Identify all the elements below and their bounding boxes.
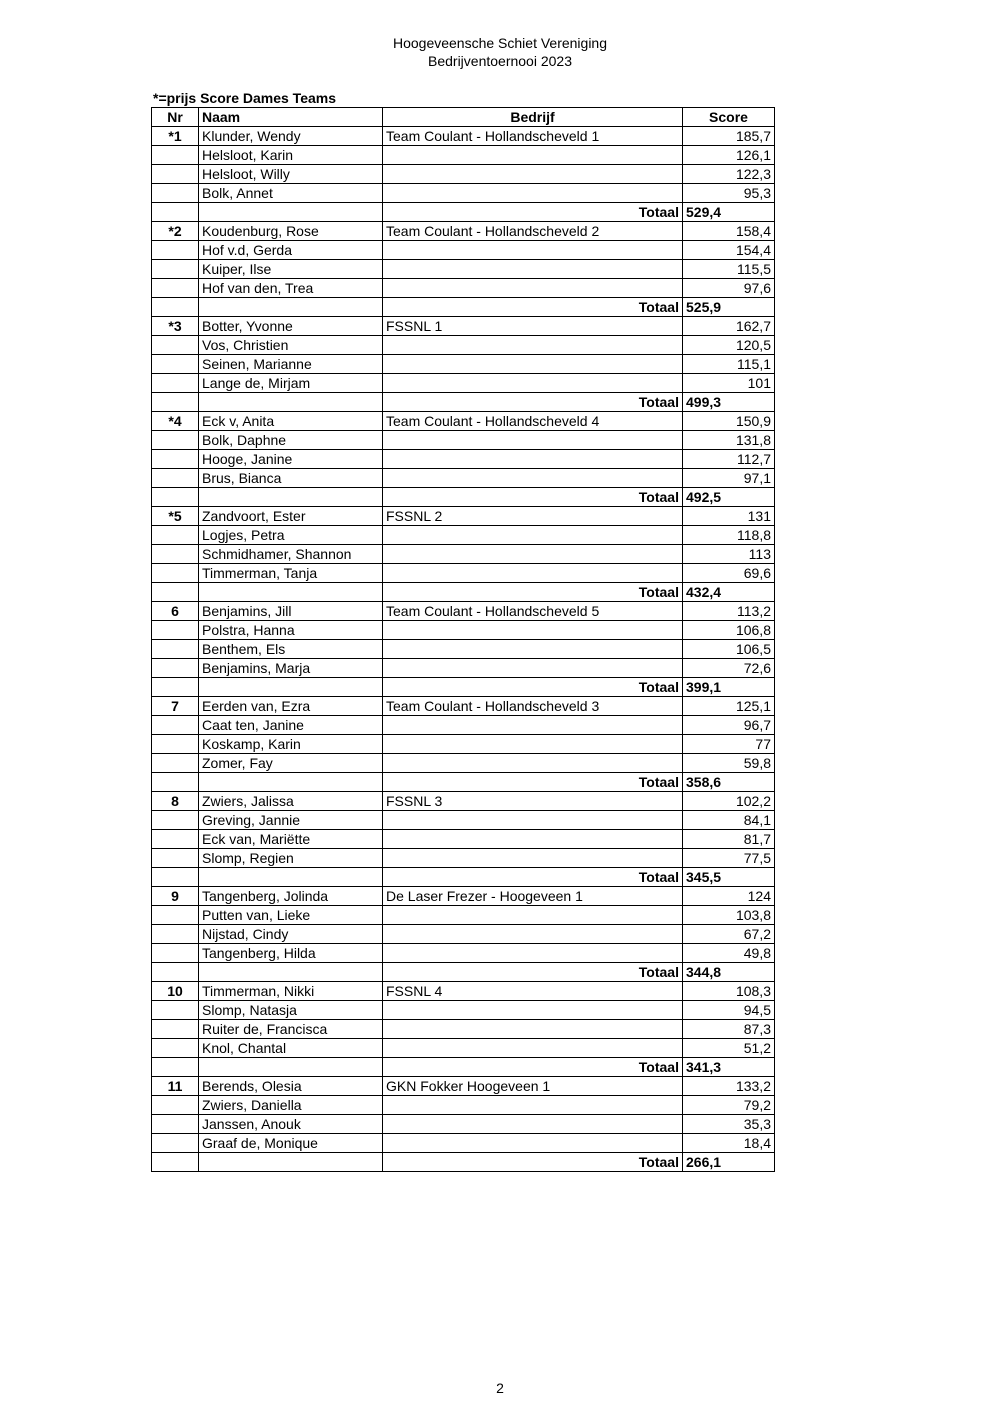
rank-cell	[152, 925, 199, 944]
table-row	[152, 1020, 775, 1039]
member-name-cell: Timmerman, Nikki	[199, 982, 383, 1001]
rank-cell	[152, 1039, 199, 1058]
company-cell	[383, 1115, 683, 1134]
member-name-cell: Benjamins, Jill	[199, 602, 383, 621]
company-cell	[383, 545, 683, 564]
rank-cell	[152, 431, 199, 450]
team-total-row	[152, 868, 775, 887]
team-total-row	[152, 203, 775, 222]
event-title: Bedrijventoernooi 2023	[428, 53, 572, 69]
member-name-cell: Eck van, Mariëtte	[199, 830, 383, 849]
table-row	[152, 754, 775, 773]
member-name-cell	[199, 678, 383, 697]
team-total-cell: 432,4	[683, 583, 775, 602]
rank-cell	[152, 241, 199, 260]
member-name-cell: Greving, Jannie	[199, 811, 383, 830]
rank-cell: *3	[152, 317, 199, 336]
member-score-cell: 81,7	[683, 830, 775, 849]
table-row	[152, 450, 775, 469]
team-total-row	[152, 583, 775, 602]
team-total-cell: 341,3	[683, 1058, 775, 1077]
member-name-cell	[199, 773, 383, 792]
company-cell: Team Coulant - Hollandscheveld 3	[383, 697, 683, 716]
table-row	[152, 659, 775, 678]
rank-cell	[152, 298, 199, 317]
total-label-cell: Totaal	[383, 963, 683, 982]
member-score-cell: 106,8	[683, 621, 775, 640]
rank-cell	[152, 659, 199, 678]
table-row	[152, 1134, 775, 1153]
table-row	[152, 1096, 775, 1115]
company-cell	[383, 241, 683, 260]
total-label-cell: Totaal	[383, 393, 683, 412]
member-score-cell: 150,9	[683, 412, 775, 431]
member-name-cell: Bolk, Annet	[199, 184, 383, 203]
total-label-cell: Totaal	[383, 678, 683, 697]
total-label-cell: Totaal	[383, 1058, 683, 1077]
member-score-cell: 103,8	[683, 906, 775, 925]
total-label-cell: Totaal	[383, 488, 683, 507]
rank-cell	[152, 184, 199, 203]
company-cell	[383, 374, 683, 393]
company-cell	[383, 564, 683, 583]
team-total-row	[152, 773, 775, 792]
table-row	[152, 184, 775, 203]
member-score-cell: 185,7	[683, 127, 775, 146]
rank-cell: 9	[152, 887, 199, 906]
rank-cell	[152, 735, 199, 754]
member-score-cell: 158,4	[683, 222, 775, 241]
rank-cell	[152, 1001, 199, 1020]
member-name-cell: Zomer, Fay	[199, 754, 383, 773]
company-cell	[383, 849, 683, 868]
team-total-row	[152, 1058, 775, 1077]
table-row	[152, 526, 775, 545]
company-cell	[383, 469, 683, 488]
table-row	[152, 564, 775, 583]
company-cell: Team Coulant - Hollandscheveld 1	[383, 127, 683, 146]
rank-cell	[152, 260, 199, 279]
rank-cell: 8	[152, 792, 199, 811]
company-cell: FSSNL 2	[383, 507, 683, 526]
table-row	[152, 507, 775, 526]
team-total-cell: 492,5	[683, 488, 775, 507]
rank-cell	[152, 393, 199, 412]
member-score-cell: 120,5	[683, 336, 775, 355]
member-score-cell: 133,2	[683, 1077, 775, 1096]
rank-cell: *1	[152, 127, 199, 146]
total-label-cell: Totaal	[383, 298, 683, 317]
company-cell	[383, 716, 683, 735]
company-cell	[383, 1020, 683, 1039]
member-name-cell: Seinen, Marianne	[199, 355, 383, 374]
total-label-cell: Totaal	[383, 868, 683, 887]
member-name-cell: Hooge, Janine	[199, 450, 383, 469]
team-total-cell: 399,1	[683, 678, 775, 697]
table-row	[152, 222, 775, 241]
table-row	[152, 1077, 775, 1096]
company-cell: De Laser Frezer - Hoogeveen 1	[383, 887, 683, 906]
rank-cell	[152, 355, 199, 374]
company-cell	[383, 1001, 683, 1020]
document-header	[0, 34, 1000, 70]
rank-cell	[152, 621, 199, 640]
table-row	[152, 545, 775, 564]
member-score-cell: 125,1	[683, 697, 775, 716]
rank-cell	[152, 336, 199, 355]
rank-cell	[152, 526, 199, 545]
company-cell	[383, 146, 683, 165]
member-name-cell: Helsloot, Karin	[199, 146, 383, 165]
team-total-cell: 266,1	[683, 1153, 775, 1172]
rank-cell	[152, 1096, 199, 1115]
total-label-cell: Totaal	[383, 1153, 683, 1172]
member-name-cell	[199, 203, 383, 222]
member-name-cell: Vos, Christien	[199, 336, 383, 355]
page-number: 2	[496, 1380, 504, 1396]
team-total-row	[152, 488, 775, 507]
table-row	[152, 906, 775, 925]
company-cell: GKN Fokker Hoogeveen 1	[383, 1077, 683, 1096]
member-score-cell: 154,4	[683, 241, 775, 260]
team-total-cell: 345,5	[683, 868, 775, 887]
company-cell	[383, 906, 683, 925]
table-row	[152, 982, 775, 1001]
rank-cell: 11	[152, 1077, 199, 1096]
member-score-cell: 94,5	[683, 1001, 775, 1020]
member-score-cell: 122,3	[683, 165, 775, 184]
member-name-cell	[199, 868, 383, 887]
team-total-row	[152, 963, 775, 982]
member-name-cell: Ruiter de, Francisca	[199, 1020, 383, 1039]
rank-cell: 7	[152, 697, 199, 716]
company-cell: Team Coulant - Hollandscheveld 2	[383, 222, 683, 241]
rank-cell	[152, 1020, 199, 1039]
member-name-cell: Slomp, Natasja	[199, 1001, 383, 1020]
member-score-cell: 96,7	[683, 716, 775, 735]
member-name-cell: Graaf de, Monique	[199, 1134, 383, 1153]
company-cell	[383, 944, 683, 963]
company-cell	[383, 754, 683, 773]
table-row	[152, 811, 775, 830]
member-name-cell: Nijstad, Cindy	[199, 925, 383, 944]
team-total-row	[152, 298, 775, 317]
member-name-cell: Klunder, Wendy	[199, 127, 383, 146]
member-name-cell: Polstra, Hanna	[199, 621, 383, 640]
table-row	[152, 792, 775, 811]
table-row	[152, 944, 775, 963]
member-name-cell	[199, 298, 383, 317]
member-score-cell: 97,6	[683, 279, 775, 298]
total-label-cell: Totaal	[383, 203, 683, 222]
member-score-cell: 77,5	[683, 849, 775, 868]
company-cell	[383, 184, 683, 203]
rank-cell: *4	[152, 412, 199, 431]
table-row	[152, 849, 775, 868]
member-name-cell	[199, 583, 383, 602]
table-row	[152, 317, 775, 336]
member-score-cell: 69,6	[683, 564, 775, 583]
rank-cell: 6	[152, 602, 199, 621]
total-label-cell: Totaal	[383, 583, 683, 602]
rank-cell	[152, 963, 199, 982]
company-cell: Team Coulant - Hollandscheveld 5	[383, 602, 683, 621]
table-caption: *=prijs Score Dames Teams	[153, 90, 337, 106]
member-score-cell: 67,2	[683, 925, 775, 944]
column-header-nr: Nr	[152, 108, 199, 127]
member-score-cell: 118,8	[683, 526, 775, 545]
table-row	[152, 241, 775, 260]
column-header-score: Score	[683, 108, 775, 127]
table-row	[152, 602, 775, 621]
member-name-cell: Kuiper, Ilse	[199, 260, 383, 279]
column-header-bedrijf: Bedrijf	[383, 108, 683, 127]
table-row	[152, 1115, 775, 1134]
member-score-cell: 102,2	[683, 792, 775, 811]
company-cell: FSSNL 4	[383, 982, 683, 1001]
rank-cell	[152, 1058, 199, 1077]
table-row	[152, 925, 775, 944]
team-total-row	[152, 393, 775, 412]
rank-cell	[152, 450, 199, 469]
table-row	[152, 1001, 775, 1020]
rank-cell	[152, 906, 199, 925]
member-score-cell: 59,8	[683, 754, 775, 773]
table-row	[152, 621, 775, 640]
company-cell: Team Coulant - Hollandscheveld 4	[383, 412, 683, 431]
company-cell	[383, 640, 683, 659]
member-score-cell: 51,2	[683, 1039, 775, 1058]
member-name-cell: Logjes, Petra	[199, 526, 383, 545]
company-cell	[383, 925, 683, 944]
table-row	[152, 431, 775, 450]
member-score-cell: 72,6	[683, 659, 775, 678]
member-name-cell: Eck v, Anita	[199, 412, 383, 431]
member-name-cell: Eerden van, Ezra	[199, 697, 383, 716]
member-name-cell: Botter, Yvonne	[199, 317, 383, 336]
member-score-cell: 131,8	[683, 431, 775, 450]
company-cell	[383, 450, 683, 469]
member-name-cell: Schmidhamer, Shannon	[199, 545, 383, 564]
member-name-cell	[199, 963, 383, 982]
table-row	[152, 697, 775, 716]
team-total-cell: 344,8	[683, 963, 775, 982]
table-header-row	[152, 108, 775, 127]
table-row	[152, 127, 775, 146]
company-cell	[383, 431, 683, 450]
member-score-cell: 97,1	[683, 469, 775, 488]
member-score-cell: 84,1	[683, 811, 775, 830]
member-score-cell: 113,2	[683, 602, 775, 621]
rank-cell	[152, 545, 199, 564]
company-cell	[383, 1134, 683, 1153]
member-score-cell: 49,8	[683, 944, 775, 963]
team-total-cell: 499,3	[683, 393, 775, 412]
member-score-cell: 115,1	[683, 355, 775, 374]
member-name-cell: Bolk, Daphne	[199, 431, 383, 450]
member-score-cell: 101	[683, 374, 775, 393]
rank-cell	[152, 849, 199, 868]
rank-cell	[152, 640, 199, 659]
table-body	[152, 127, 775, 1172]
member-name-cell	[199, 1058, 383, 1077]
member-name-cell: Timmerman, Tanja	[199, 564, 383, 583]
member-score-cell: 106,5	[683, 640, 775, 659]
rank-cell	[152, 583, 199, 602]
team-scores-table	[151, 107, 775, 1172]
member-score-cell: 115,5	[683, 260, 775, 279]
member-name-cell: Berends, Olesia	[199, 1077, 383, 1096]
member-score-cell: 126,1	[683, 146, 775, 165]
member-score-cell: 95,3	[683, 184, 775, 203]
member-name-cell: Benthem, Els	[199, 640, 383, 659]
member-name-cell: Helsloot, Willy	[199, 165, 383, 184]
table-row	[152, 887, 775, 906]
rank-cell	[152, 374, 199, 393]
table-row	[152, 165, 775, 184]
company-cell	[383, 811, 683, 830]
table-row	[152, 640, 775, 659]
rank-cell	[152, 754, 199, 773]
member-score-cell: 113	[683, 545, 775, 564]
column-header-naam: Naam	[199, 108, 383, 127]
team-total-cell: 358,6	[683, 773, 775, 792]
member-score-cell: 77	[683, 735, 775, 754]
rank-cell	[152, 1115, 199, 1134]
table-row	[152, 716, 775, 735]
organization-name: Hoogeveensche Schiet Vereniging	[392, 35, 608, 51]
table-row	[152, 412, 775, 431]
member-score-cell: 87,3	[683, 1020, 775, 1039]
rank-cell	[152, 716, 199, 735]
member-name-cell: Benjamins, Marja	[199, 659, 383, 678]
member-name-cell: Koudenburg, Rose	[199, 222, 383, 241]
rank-cell	[152, 773, 199, 792]
company-cell	[383, 830, 683, 849]
table-row	[152, 830, 775, 849]
member-name-cell: Brus, Bianca	[199, 469, 383, 488]
table-row	[152, 336, 775, 355]
company-cell	[383, 355, 683, 374]
table-row	[152, 735, 775, 754]
member-score-cell: 162,7	[683, 317, 775, 336]
member-score-cell: 112,7	[683, 450, 775, 469]
total-label-cell: Totaal	[383, 773, 683, 792]
member-name-cell: Tangenberg, Jolinda	[199, 887, 383, 906]
company-cell	[383, 659, 683, 678]
rank-cell	[152, 1153, 199, 1172]
table-row	[152, 279, 775, 298]
rank-cell	[152, 279, 199, 298]
rank-cell	[152, 944, 199, 963]
team-total-row	[152, 1153, 775, 1172]
member-name-cell: Caat ten, Janine	[199, 716, 383, 735]
company-cell: FSSNL 3	[383, 792, 683, 811]
company-cell	[383, 621, 683, 640]
member-name-cell	[199, 393, 383, 412]
company-cell	[383, 526, 683, 545]
rank-cell: *2	[152, 222, 199, 241]
member-name-cell	[199, 488, 383, 507]
member-name-cell: Zwiers, Jalissa	[199, 792, 383, 811]
member-name-cell: Putten van, Lieke	[199, 906, 383, 925]
company-cell	[383, 165, 683, 184]
rank-cell: 10	[152, 982, 199, 1001]
rank-cell	[152, 678, 199, 697]
member-name-cell: Hof v.d, Gerda	[199, 241, 383, 260]
member-name-cell: Knol, Chantal	[199, 1039, 383, 1058]
table-row	[152, 374, 775, 393]
member-name-cell	[199, 1153, 383, 1172]
table-row	[152, 260, 775, 279]
member-name-cell: Koskamp, Karin	[199, 735, 383, 754]
company-cell	[383, 260, 683, 279]
rank-cell	[152, 165, 199, 184]
rank-cell	[152, 203, 199, 222]
rank-cell	[152, 1134, 199, 1153]
rank-cell: *5	[152, 507, 199, 526]
member-name-cell: Tangenberg, Hilda	[199, 944, 383, 963]
member-name-cell: Slomp, Regien	[199, 849, 383, 868]
member-name-cell: Hof van den, Trea	[199, 279, 383, 298]
company-cell: FSSNL 1	[383, 317, 683, 336]
table-row	[152, 146, 775, 165]
company-cell	[383, 1039, 683, 1058]
table-row	[152, 355, 775, 374]
rank-cell	[152, 488, 199, 507]
member-score-cell: 131	[683, 507, 775, 526]
rank-cell	[152, 868, 199, 887]
table-row	[152, 469, 775, 488]
company-cell	[383, 1096, 683, 1115]
company-cell	[383, 735, 683, 754]
team-total-row	[152, 678, 775, 697]
rank-cell	[152, 146, 199, 165]
member-score-cell: 18,4	[683, 1134, 775, 1153]
company-cell	[383, 279, 683, 298]
member-score-cell: 79,2	[683, 1096, 775, 1115]
member-name-cell: Janssen, Anouk	[199, 1115, 383, 1134]
member-name-cell: Zandvoort, Ester	[199, 507, 383, 526]
company-cell	[383, 336, 683, 355]
member-score-cell: 124	[683, 887, 775, 906]
rank-cell	[152, 830, 199, 849]
member-name-cell: Zwiers, Daniella	[199, 1096, 383, 1115]
member-score-cell: 35,3	[683, 1115, 775, 1134]
member-score-cell: 108,3	[683, 982, 775, 1001]
member-name-cell: Lange de, Mirjam	[199, 374, 383, 393]
rank-cell	[152, 564, 199, 583]
rank-cell	[152, 811, 199, 830]
team-total-cell: 525,9	[683, 298, 775, 317]
table-row	[152, 1039, 775, 1058]
rank-cell	[152, 469, 199, 488]
team-total-cell: 529,4	[683, 203, 775, 222]
